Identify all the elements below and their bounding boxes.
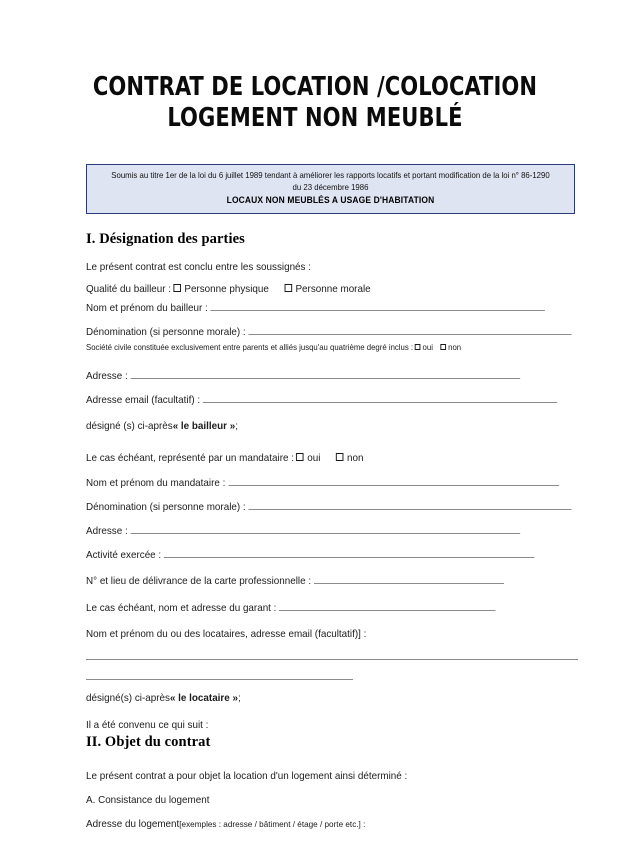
consistance-label: A. Consistance du logement: [86, 795, 210, 806]
qualite-bailleur-label: Qualité du bailleur :: [86, 284, 172, 295]
designe-bailleur-prefix: désigné (s) ci-après: [86, 421, 173, 432]
nom-prenom-bailleur-label: Nom et prénom du bailleur :: [86, 303, 208, 314]
adresse-bailleur-row: [86, 369, 555, 383]
nom-prenom-mandataire-label: Nom et prénom du mandataire :: [86, 478, 226, 489]
carte-professionnelle-label: N° et lieu de délivrance de la carte professionnelle :: [86, 576, 312, 587]
denomination-bailleur-row: [86, 325, 555, 339]
section-heading-2: II. Objet du contrat: [86, 734, 211, 750]
section-heading-1: I. Désignation des parties: [86, 231, 245, 247]
checkbox-mandataire-non[interactable]: [336, 453, 344, 461]
checkbox-mandataire-oui[interactable]: [296, 453, 304, 461]
denomination-mandataire-row: [86, 500, 555, 514]
legal-notice-subtitle: LOCAUX NON MEUBLÉS A USAGE D'HABITATION: [226, 195, 435, 205]
locataires-label: Nom et prénom du ou des locataires, adresse email (facultatif)] :: [86, 629, 367, 640]
mandataire-oui-label: oui: [307, 453, 321, 464]
objet-label: Le présent contrat a pour objet la location d'un logement ainsi déterminé :: [86, 771, 408, 782]
designe-bailleur-suffix: ;: [235, 421, 238, 432]
garant-label: Le cas échéant, nom et adresse du garant :: [86, 603, 277, 614]
designe-locataire-suffix: ;: [237, 693, 241, 704]
adresse-email-bailleur-row: [86, 393, 555, 407]
activite-exercee-input[interactable]: [164, 548, 535, 558]
activite-exercee-label: Activité exercée :: [86, 550, 162, 561]
adresse-logement-label: Adresse du logement: [86, 819, 180, 830]
title-line-2: LOGEMENT NON MEUBLÉ: [167, 103, 463, 133]
societe-civile-oui-label: oui: [422, 343, 433, 352]
denomination-mandataire-label: Dénomination (si personne morale) :: [86, 502, 246, 513]
denomination-bailleur-label: Dénomination (si personne morale) :: [86, 327, 246, 338]
qualite-bailleur-row: [86, 283, 555, 296]
adresse-mandataire-label: Adresse :: [86, 526, 128, 537]
mandataire-non-label: non: [347, 453, 364, 464]
nom-prenom-bailleur-input[interactable]: [211, 301, 545, 311]
activite-exercee-row: [86, 548, 555, 562]
consistance-row: [86, 794, 555, 807]
mandataire-question-label: Le cas échéant, représenté par un mandataire :: [86, 453, 294, 464]
legal-notice-text: Soumis au titre 1er de la loi du 6 juillet 1989 tendant à améliorer les rapports locatifs et portant modification de la loi n° 86-1290 du 23 décembre 1986: [111, 170, 550, 192]
carte-professionnelle-row: [86, 574, 555, 588]
adresse-mandataire-row: [86, 524, 555, 538]
checkbox-societe-civile-oui[interactable]: [415, 344, 421, 350]
carte-professionnelle-input[interactable]: [314, 574, 504, 584]
checkbox-personne-physique[interactable]: [173, 284, 181, 292]
checkbox-personne-morale[interactable]: [284, 284, 292, 292]
societe-civile-row: [86, 342, 555, 353]
nom-prenom-bailleur-row: [86, 301, 555, 315]
designe-locataire-prefix: désigné(s) ci-après: [86, 693, 170, 704]
adresse-logement-examples: [exemples : adresse / bâtiment / étage / porte etc.] :: [179, 819, 366, 829]
designe-locataire-term: « le locataire »: [169, 693, 238, 704]
title-line-1: CONTRAT DE LOCATION /COLOCATION: [92, 72, 538, 102]
page-title: [0, 72, 630, 134]
document-body: [86, 226, 580, 831]
garant-row: [86, 601, 555, 615]
societe-civile-label: Société civile constituée exclusivement entre parents et alliés jusqu'au quatrième degré inclus :: [86, 343, 414, 352]
adresse-email-bailleur-input[interactable]: [203, 393, 557, 403]
personne-morale-label: Personne morale: [295, 284, 371, 295]
societe-civile-non-label: non: [448, 343, 462, 352]
adresse-bailleur-label: Adresse :: [86, 371, 128, 382]
denomination-bailleur-input[interactable]: [249, 325, 572, 335]
convenu-row: [86, 719, 555, 732]
intro-line: [86, 261, 555, 274]
objet-row: [86, 770, 555, 783]
adresse-email-bailleur-label: Adresse email (facultatif) :: [86, 395, 201, 406]
nom-prenom-mandataire-input[interactable]: [228, 476, 559, 486]
designe-bailleur-row: [86, 420, 555, 433]
legal-notice-box: [86, 164, 575, 214]
denomination-mandataire-input[interactable]: [249, 500, 572, 510]
nom-prenom-mandataire-row: [86, 476, 555, 490]
mandataire-question-row: [86, 452, 555, 465]
intro-text: Le présent contrat est conclu entre les soussignés :: [86, 262, 311, 273]
personne-physique-label: Personne physique: [184, 284, 269, 295]
designe-locataire-row: [86, 692, 555, 705]
locataires-row: [86, 628, 555, 641]
checkbox-societe-civile-non[interactable]: [441, 344, 447, 350]
garant-input[interactable]: [279, 601, 496, 611]
adresse-bailleur-input[interactable]: [131, 369, 520, 379]
designe-bailleur-term: « le bailleur »: [172, 421, 236, 432]
adresse-logement-row: [86, 818, 555, 831]
adresse-mandataire-input[interactable]: [131, 524, 520, 534]
convenu-label: Il a été convenu ce qui suit :: [86, 720, 209, 731]
